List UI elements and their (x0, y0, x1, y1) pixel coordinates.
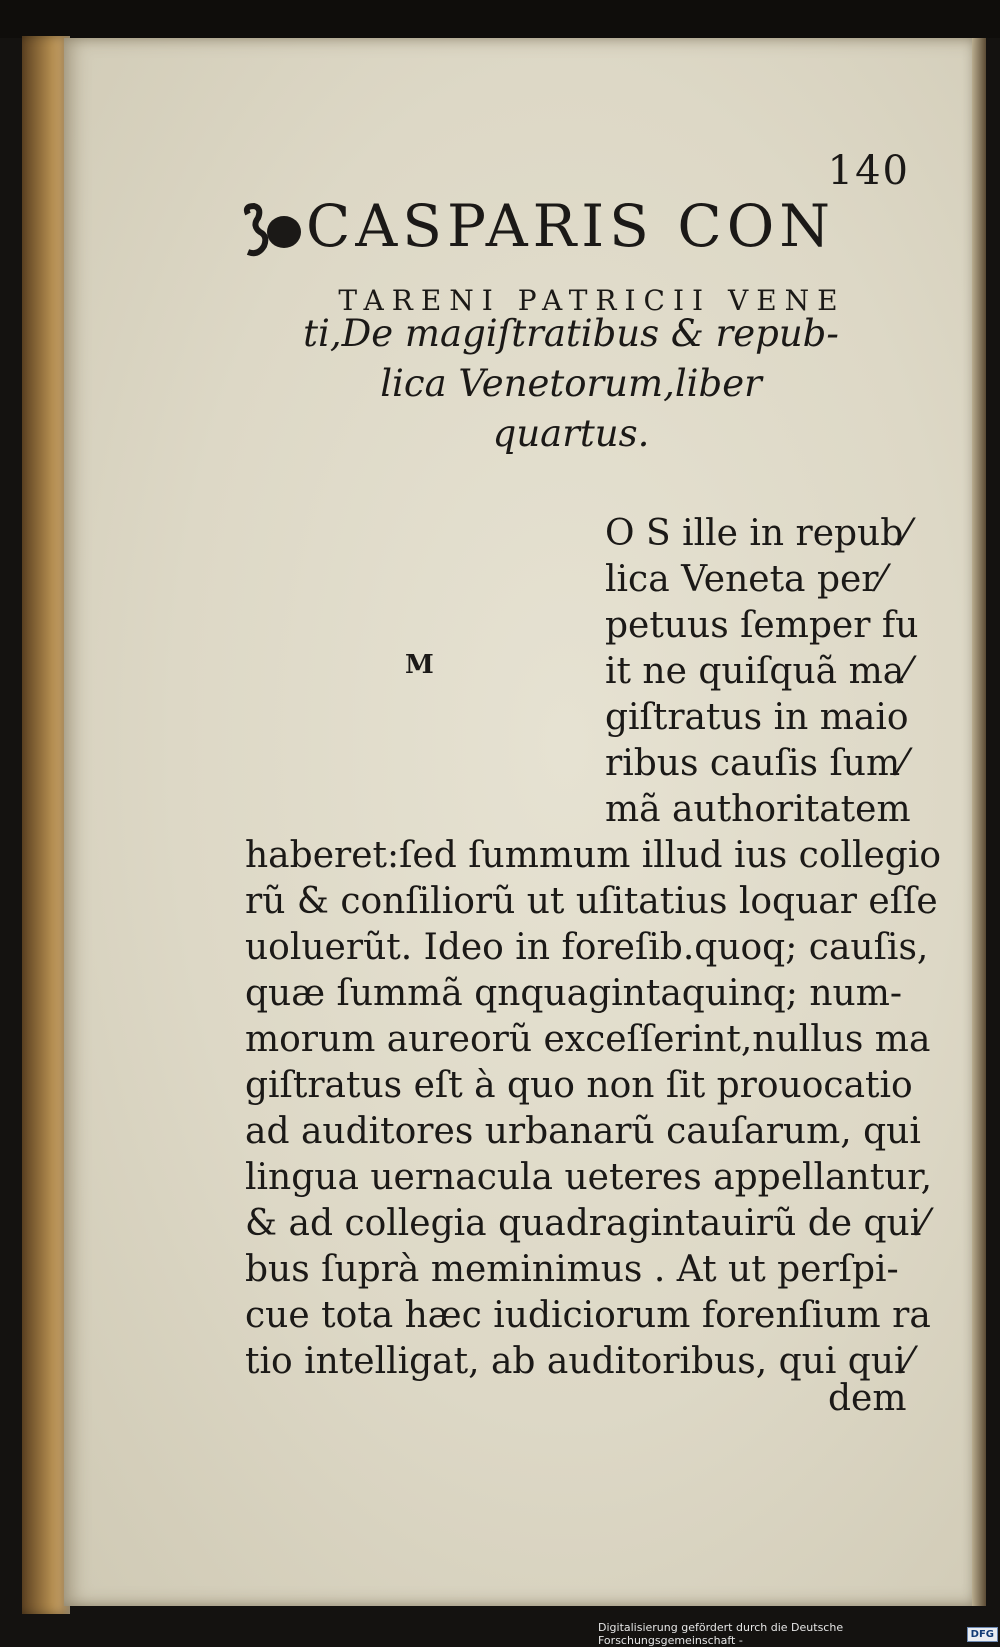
text-line-indented: ribus cauſis ſum⁄ (605, 743, 907, 784)
text-line: quæ ſummã qnquagintaquinq; num- (245, 973, 903, 1014)
initial-letter: M (405, 650, 434, 680)
text-line: cue tota hæc iudiciorum forenſium ra (245, 1295, 931, 1336)
text-line: uoluerũt. Ideo in foreſib.quoq; cauſis, (245, 927, 929, 968)
text-line: tio intelligat, ab auditoribus, qui qui⁄ (245, 1341, 912, 1382)
fleuron-ornament-icon (242, 202, 304, 260)
text-line-indented: O S ille in repub⁄ (605, 513, 910, 554)
text-line: giſtratus eſt à quo non ſit prouocatio (245, 1065, 913, 1106)
title-line-2: TARENI PATRICII VENE (338, 284, 846, 317)
page-right-edge (972, 38, 986, 1606)
catchword: dem (828, 1378, 907, 1419)
text-line: morum aureorũ exceſſerint,nullus ma (245, 1019, 931, 1060)
text-line-indented: it ne quiſquã ma⁄ (605, 651, 911, 692)
text-line: haberet:ſed ſummum illud ius collegio (245, 835, 942, 876)
text-line-indented: petuus ſemper fu (605, 605, 919, 646)
text-line: rũ & conſiliorũ ut uſitatius loquar eſſe (245, 881, 938, 922)
subtitle-line-2: lica Venetorum,liber (380, 362, 762, 405)
subtitle-line-3: quartus. (492, 412, 650, 455)
scan-top-border (0, 0, 1000, 38)
text-line-indented: mã authoritatem (605, 789, 911, 830)
text-line: lingua uernacula ueteres appellantur, (245, 1157, 933, 1198)
title-line-1: CASPARIS CON (306, 192, 836, 260)
text-line-indented: giſtratus in maio (605, 697, 909, 738)
footer-credit-text: Digitalisierung gefördert durch die Deutsche Forschungsgemeinschaft - (598, 1621, 844, 1647)
text-line: & ad collegia quadragintauirũ de qui⁄ (245, 1203, 928, 1244)
subtitle-line-1: ti,De magiſtratibus & repub- (303, 312, 839, 355)
page-number: 140 (827, 148, 910, 194)
text-line: ad auditores urbanarũ cauſarum, qui (245, 1111, 921, 1152)
dfg-logo: DFG (967, 1627, 998, 1642)
book-spine-edge (22, 36, 70, 1614)
text-line-indented: lica Veneta per⁄ (605, 559, 885, 600)
text-line: bus ſuprà meminimus . At ut perſpi- (245, 1249, 899, 1290)
digitization-footer (598, 1621, 998, 1647)
